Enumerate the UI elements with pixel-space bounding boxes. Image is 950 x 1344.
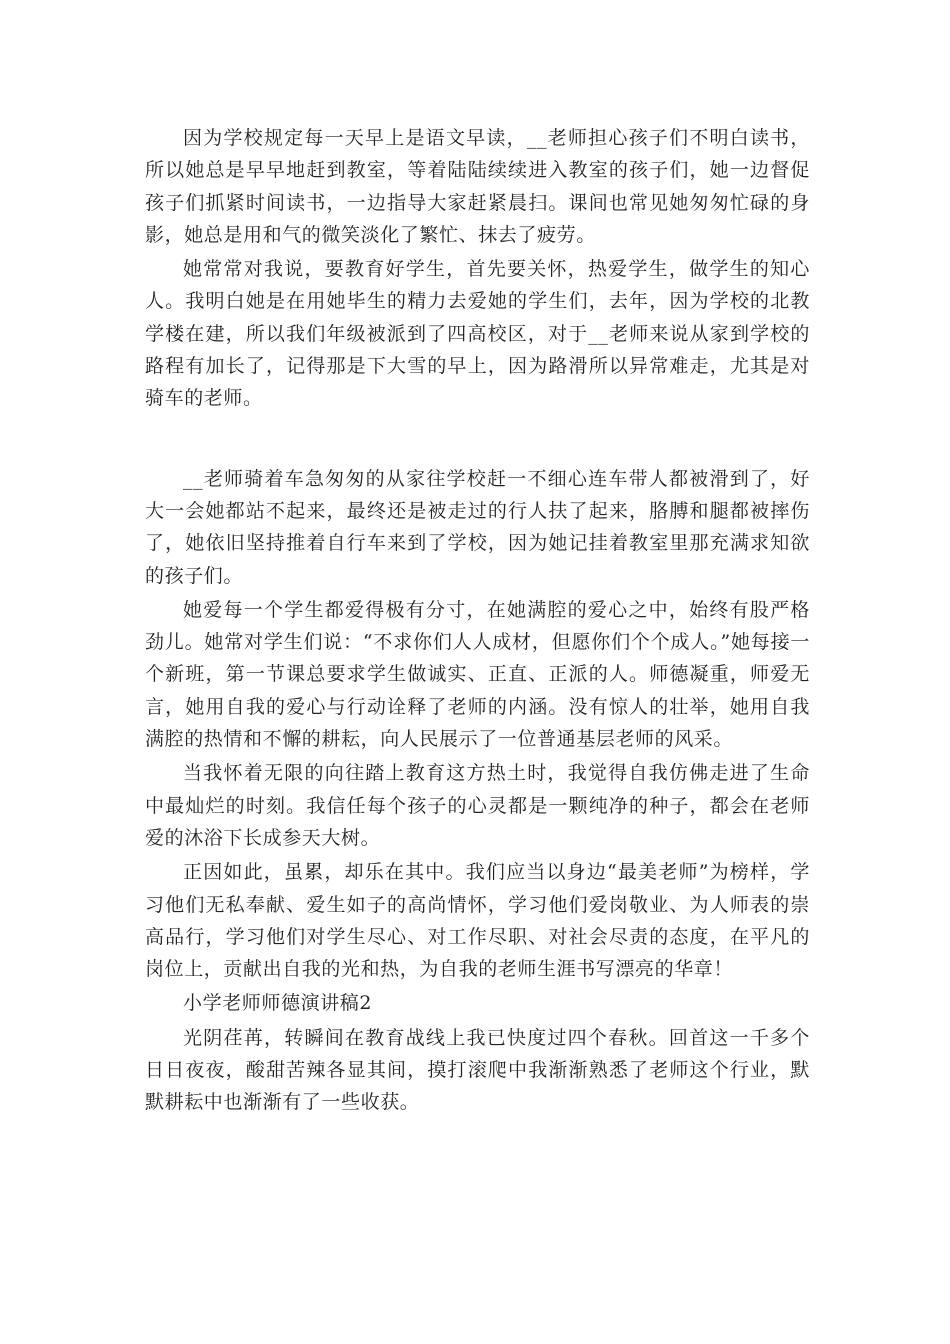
paragraph-1: 因为学校规定每一天早上是语文早读，__老师担心孩子们不明白读书，所以她总是早早地赶到教室，等着陆陆续续进入教室的孩子们，她一边督促孩子们抓紧时间读书，一边指导大家赶紧晨扫。课间也常见她匆匆忙碌的身影，她总是用和气的微笑淡化了繁忙、抹去了疲劳。: [145, 127, 810, 246]
paragraph-4: 她爱每一个学生都爱得极有分寸，在她满腔的爱心之中，始终有股严格劲儿。她常对学生们说：“不求你们人人成材，但愿你们个个成人。”她每接一个新班，第一节课总要求学生做诚实、正直、正派的人。师德凝重，师爱无言，她用自我的爱心与行动诠释了老师的内涵。没有惊人的壮举，她用自我满腔的热情和不懈的耕耘，向人民展示了一位普通基层老师的风采。: [145, 598, 810, 751]
paragraph-7: 光阴荏苒，转瞬间在教育战线上我已快度过四个春秋。回首这一千多个日日夜夜，酸甜苦辣各显其间，摸打滚爬中我渐渐熟悉了老师这个行业，默默耕耘中也渐渐有了一些收获。: [145, 1026, 810, 1114]
paragraph-6: 正因如此，虽累，却乐在其中。我们应当以身边“最美老师”为榜样，学习他们无私奉献、爱生如子的高尚情怀，学习他们爱岗敬业、为人师表的崇高品行，学习他们对学生尽心、对工作尽职、对社会尽责的态度，在平凡的岗位上，贡献出自我的光和热，为自我的老师生涯书写漂亮的华章！: [145, 861, 810, 981]
section-heading: 小学老师师德演讲稿2: [183, 992, 373, 1015]
document-body: [145, 122, 810, 1121]
paragraph-2: 她常常对我说，要教育好学生，首先要关怀，热爱学生，做学生的知心人。我明白她是在用她毕生的精力去爱她的学生们，去年，因为学校的北教学楼在建，所以我们年级被派到了四高校区，对于__老师来说从家到学校的路程有加长了，记得那是下大雪的早上，因为路滑所以异常难走，尤其是对骑车的老师。: [145, 258, 810, 410]
paragraph-3: __老师骑着车急匆匆的从家往学校赶一不细心连车带人都被滑到了，好大一会她都站不起来，最终还是被走过的行人扶了起来，胳膊和腿都被摔伤了，她依旧坚持推着自行车来到了学校，因为她记挂着教室里那充满求知欲的孩子们。: [145, 467, 810, 587]
paragraph-5: 当我怀着无限的向往踏上教育这方热土时，我觉得自我仿佛走进了生命中最灿烂的时刻。我信任每个孩子的心灵都是一颗纯净的种子，都会在老师爱的沐浴下长成参天大树。: [145, 762, 810, 849]
